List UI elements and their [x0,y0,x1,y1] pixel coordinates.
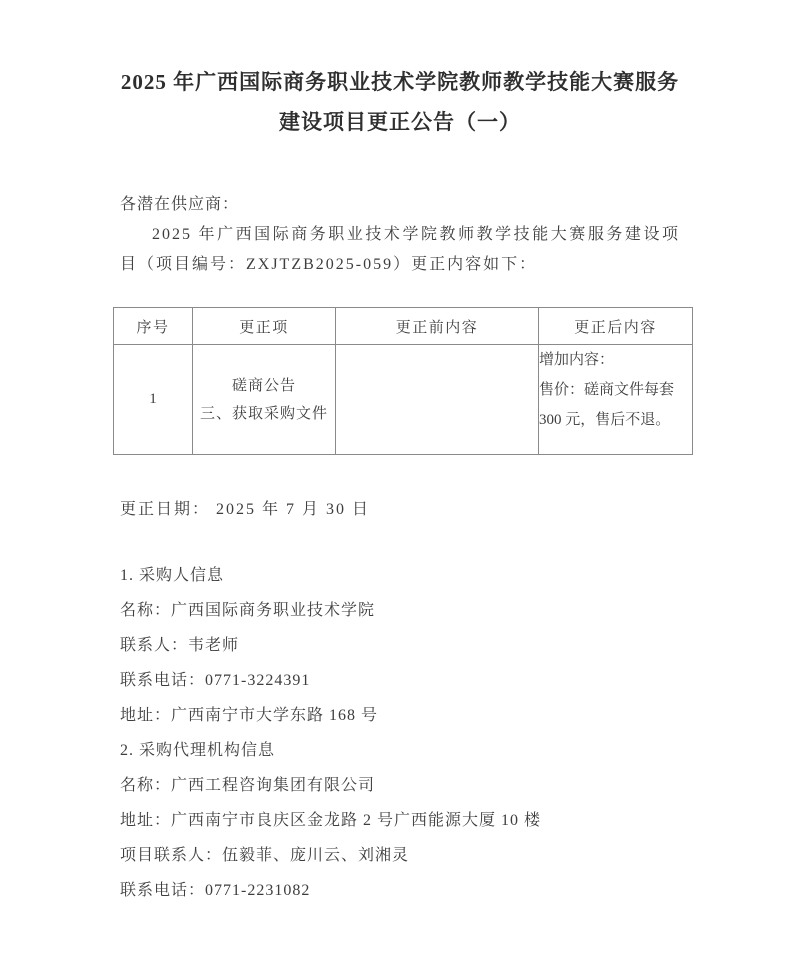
after-content-cell [539,345,693,455]
purchaser-phone: 联系电话：0771-3224391 [120,672,311,689]
column-header-before: 更正前内容 [336,308,539,345]
correction-date: 更正日期： 2025 年 7 月 30 日 [120,501,371,518]
row-index-cell: 1 [114,345,193,455]
purchaser-contact-person: 联系人：韦老师 [120,637,240,654]
agency-name: 名称：广西工程咨询集团有限公司 [120,777,376,794]
correction-item-cell [193,345,336,455]
purchaser-name: 名称：广西国际商务职业技术学院 [120,602,376,619]
document-title-line-2: 建设项目更正公告（一） [279,110,521,134]
column-header-index: 序号 [114,308,193,345]
intro-paragraph: 2025 年广西国际商务职业技术学院教师教学技能大赛服务建设项目（项目编号：ZXJTZB2025-059）更正内容如下： [120,226,680,273]
table-row [114,345,693,455]
column-header-after: 更正后内容 [539,308,693,345]
purchaser-address: 地址：广西南宁市大学东路 168 号 [120,707,379,724]
correction-item-line-1: 磋商公告 [231,377,296,394]
purchaser-section-heading: 1. 采购人信息 [120,567,225,584]
before-content-cell [336,345,539,455]
correction-table [113,307,693,455]
column-header-item: 更正项 [193,308,336,345]
agency-address: 地址：广西南宁市良庆区金龙路 2 号广西能源大厦 10 楼 [120,812,542,829]
after-content-intro: 增加内容： [539,352,615,368]
document-title-line-1: 2025 年广西国际商务职业技术学院教师教学技能大赛服务 [120,70,680,94]
table-header-row [114,308,693,345]
after-content-detail: 售价：磋商文件每套 300 元，售后不退。 [539,382,675,428]
salutation: 各潜在供应商： [120,196,240,213]
agency-phone: 联系电话：0771-2231082 [120,882,311,899]
agency-section-heading: 2. 采购代理机构信息 [120,742,276,759]
agency-contact-persons: 项目联系人：伍毅菲、庞川云、刘湘灵 [120,847,410,864]
document-title [120,62,680,142]
correction-item-line-2: 三、获取采购文件 [199,405,328,422]
